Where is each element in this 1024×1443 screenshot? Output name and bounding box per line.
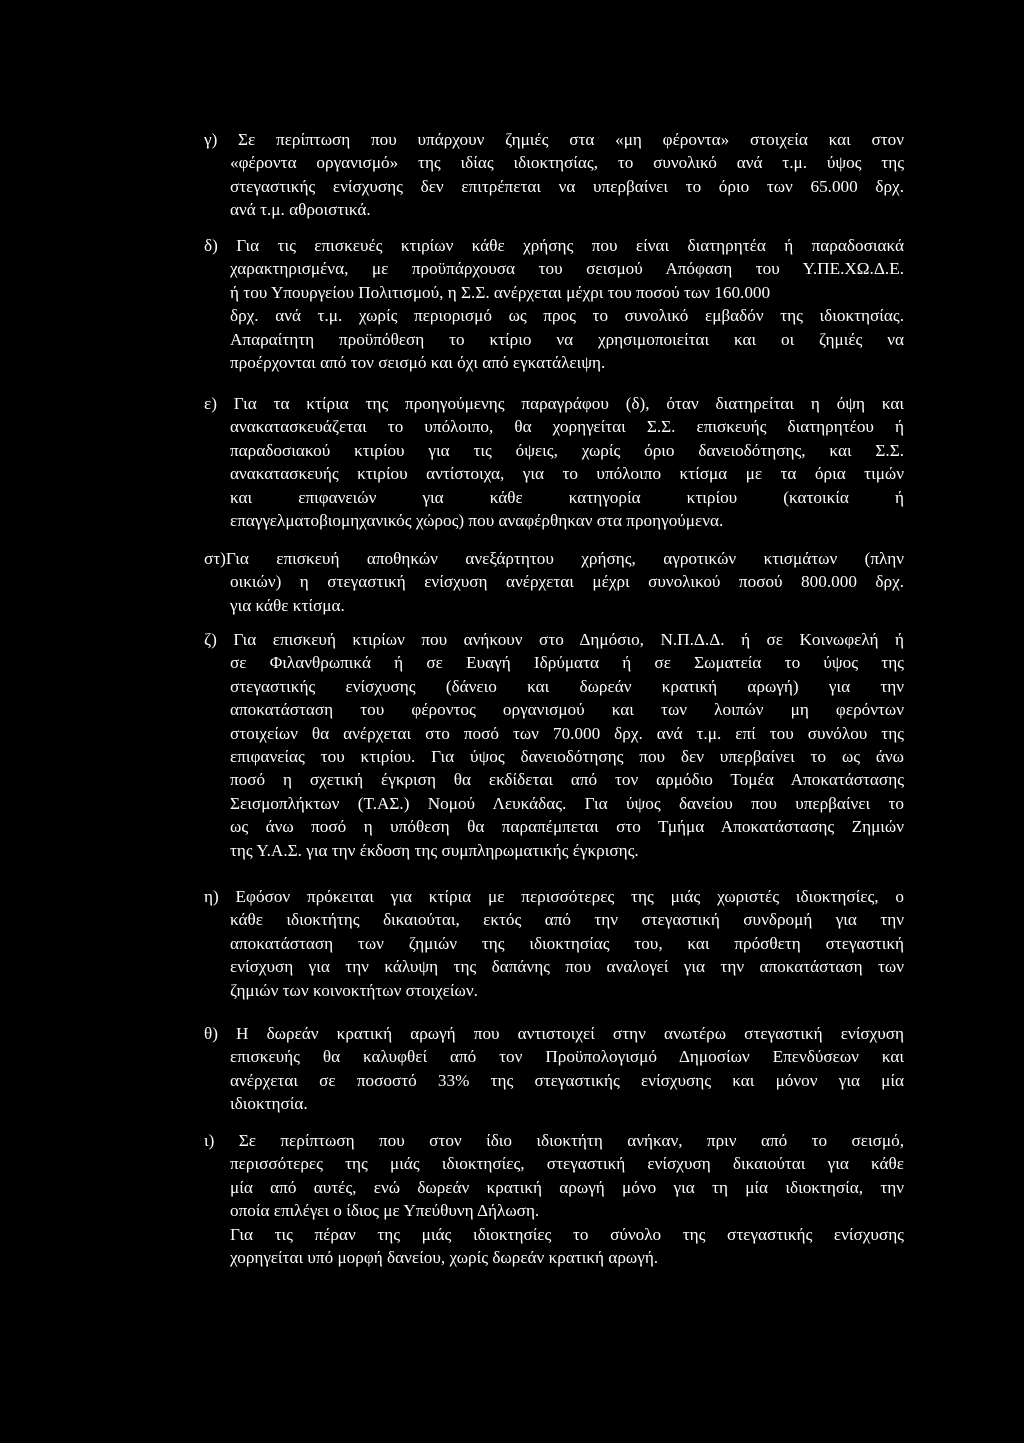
paragraph-line: προέρχονται από τον σεισμό και όχι από εγκατάλειψη. — [230, 353, 606, 373]
paragraph-line: Για τις πέραν της μιάς ιδιοκτησίες το σύνολο της στεγαστικής ενίσχυσης — [230, 1224, 904, 1244]
paragraph-line: αποκατάσταση του φέροντος οργανισμού και των λοιπών μη φερόντων — [230, 700, 904, 720]
paragraph-delta — [204, 234, 904, 374]
paragraph-line: ως άνω ποσό η υπόθεση θα παραπέμπεται στο Τμήμα Αποκατάστασης Ζημιών — [230, 817, 904, 837]
paragraph-stigma — [204, 547, 904, 617]
paragraph-zeta — [204, 628, 904, 862]
paragraph-line: δ) Για τις επισκευές κτιρίων κάθε χρήσης που είναι διατηρητέα ή παραδοσιακά — [204, 236, 904, 255]
paragraph-line: ιδιοκτησία. — [230, 1094, 308, 1114]
paragraph-line: ε) Για τα κτίρια της προηγούμενης παραγράφου (δ), όταν διατηρείται η όψη και — [204, 394, 904, 413]
paragraph-line: μία από αυτές, ενώ δωρεάν κρατική αρωγή μόνο για τη μία ιδιοκτησία, την — [230, 1177, 904, 1197]
paragraph-line: στοιχείων θα ανέρχεται στο ποσό των 70.000 δρχ. ανά τ.μ. επί του συνόλου της — [230, 723, 904, 743]
paragraph-line: επισκευής θα καλυφθεί από τον Προϋπολογισμό Δημοσίων Επενδύσεων και — [230, 1047, 904, 1067]
paragraph-line: ι) Σε περίπτωση που στον ίδιο ιδιοκτήτη ανήκαν, πριν από το σεισμό, — [204, 1131, 904, 1150]
paragraph-line: της Υ.Α.Σ. για την έκδοση της συμπληρωματικής έγκρισης. — [230, 840, 639, 860]
paragraph-epsilon — [204, 392, 904, 532]
paragraph-line: επιφανείας του κτιρίου. Για ύψος δανειοδότησης που δεν υπερβαίνει το ως άνω — [230, 747, 904, 767]
paragraph-line: περισσότερες της μιάς ιδιοκτησίες, στεγαστική ενίσχυση δικαιούται για κάθε — [230, 1154, 904, 1174]
paragraph-line: ανέρχεται σε ποσοστό 33% της στεγαστικής ενίσχυσης και μόνον για μία — [230, 1070, 904, 1090]
paragraph-line: Σεισμοπλήκτων (Τ.ΑΣ.) Νομού Λευκάδας. Για ύψος δανείου που υπερβαίνει το — [230, 793, 904, 813]
paragraph-line: η) Εφόσον πρόκειται για κτίρια με περισσότερες της μιάς χωριστές ιδιοκτησίες, ο — [204, 887, 904, 906]
paragraph-line: παραδοσιακού κτιρίου για τις όψεις, χωρίς όριο δανειοδότησης, και Σ.Σ. — [230, 440, 904, 460]
paragraph-line: για κάθε κτίσμα. — [230, 595, 345, 615]
paragraph-line: στεγαστικής ενίσχυσης (δάνειο και δωρεάν κρατική αρωγή) για την — [230, 676, 904, 696]
paragraph-line: ανακατασκευής κτιρίου αντίστοιχα, για το υπόλοιπο κτίσμα με τα όρια τιμών — [230, 464, 904, 484]
paragraph-line: σε Φιλανθρωπικά ή σε Ευαγή Ιδρύματα ή σε Σωματεία το ύψος της — [230, 653, 904, 673]
paragraph-line: Απαραίτητη προϋπόθεση το κτίριο να χρησιμοποιείται και οι ζημιές να — [230, 329, 904, 349]
paragraph-line: ανακατασκευάζεται το υπόλοιπο, θα χορηγείται Σ.Σ. επισκευής διατηρητέου ή — [230, 417, 904, 437]
paragraph-line: ανά τ.μ. αθροιστικά. — [230, 200, 371, 220]
paragraph-line: επαγγελματοβιομηχανικός χώρος) που αναφέρθηκαν στα προηγούμενα. — [230, 511, 724, 531]
paragraph-line: οποία επιλέγει ο ίδιος με Υπεύθυνη Δήλωση. — [230, 1201, 540, 1221]
paragraph-line: γ) Σε περίπτωση που υπάρχουν ζημιές στα «μη φέροντα» στοιχεία και στον — [204, 130, 904, 149]
paragraph-line: οικιών) η στεγαστική ενίσχυση ανέρχεται μέχρι συνολικού ποσού 800.000 δρχ. — [230, 572, 904, 592]
paragraph-line: στ)Για επισκευή αποθηκών ανεξάρτητου χρήσης, αγροτικών κτισμάτων (πλην — [204, 549, 904, 568]
paragraph-line: χορηγείται υπό μορφή δανείου, χωρίς δωρεάν κρατική αρωγή. — [230, 1248, 659, 1268]
paragraph-line: στεγαστικής ενίσχυσης δεν επιτρέπεται να υπερβαίνει το όριο των 65.000 δρχ. — [230, 176, 904, 196]
paragraph-line: χαρακτηρισμένα, με προϋπάρχουσα του σεισμού Απόφαση του Υ.ΠΕ.ΧΩ.Δ.Ε. — [230, 259, 904, 279]
paragraph-line: ζ) Για επισκευή κτιρίων που ανήκουν στο Δημόσιο, Ν.Π.Δ.Δ. ή σε Κοινωφελή ή — [204, 630, 904, 649]
paragraph-line: δρχ. ανά τ.μ. χωρίς περιορισμό ως προς το συνολικό εμβαδόν της ιδιοκτησίας. — [230, 306, 904, 326]
paragraph-line: ή του Υπουργείου Πολιτισμού, η Σ.Σ. ανέρχεται μέχρι του ποσού των 160.000 — [230, 282, 771, 302]
paragraph-iota — [204, 1129, 904, 1269]
paragraph-line: και επιφανειών για κάθε κατηγορία κτιρίου (κατοικία ή — [230, 487, 904, 507]
paragraph-line: ζημιών των κοινοκτήτων στοιχείων. — [230, 980, 478, 1000]
paragraph-line: αποκατάσταση των ζημιών της ιδιοκτησίας του, και πρόσθετη στεγαστική — [230, 933, 904, 953]
paragraph-eta — [204, 885, 904, 1002]
paragraph-line: ποσό η σχετική έγκριση θα εκδίδεται από τον αρμόδιο Τομέα Αποκατάστασης — [230, 770, 904, 790]
paragraph-line: θ) Η δωρεάν κρατική αρωγή που αντιστοιχεί στην ανωτέρω στεγαστική ενίσχυση — [204, 1024, 904, 1043]
paragraph-line: «φέροντα οργανισμό» της ιδίας ιδιοκτησίας, το συνολικό ανά τ.μ. ύψος της — [230, 153, 904, 173]
paragraph-theta — [204, 1022, 904, 1116]
paragraph-line: ενίσχυση για την κάλυψη της δαπάνης που αναλογεί για την αποκατάσταση των — [230, 957, 904, 977]
paragraph-line: κάθε ιδιοκτήτης δικαιούται, εκτός από την στεγαστική συνδρομή για την — [230, 910, 904, 930]
paragraph-gamma — [204, 128, 904, 222]
